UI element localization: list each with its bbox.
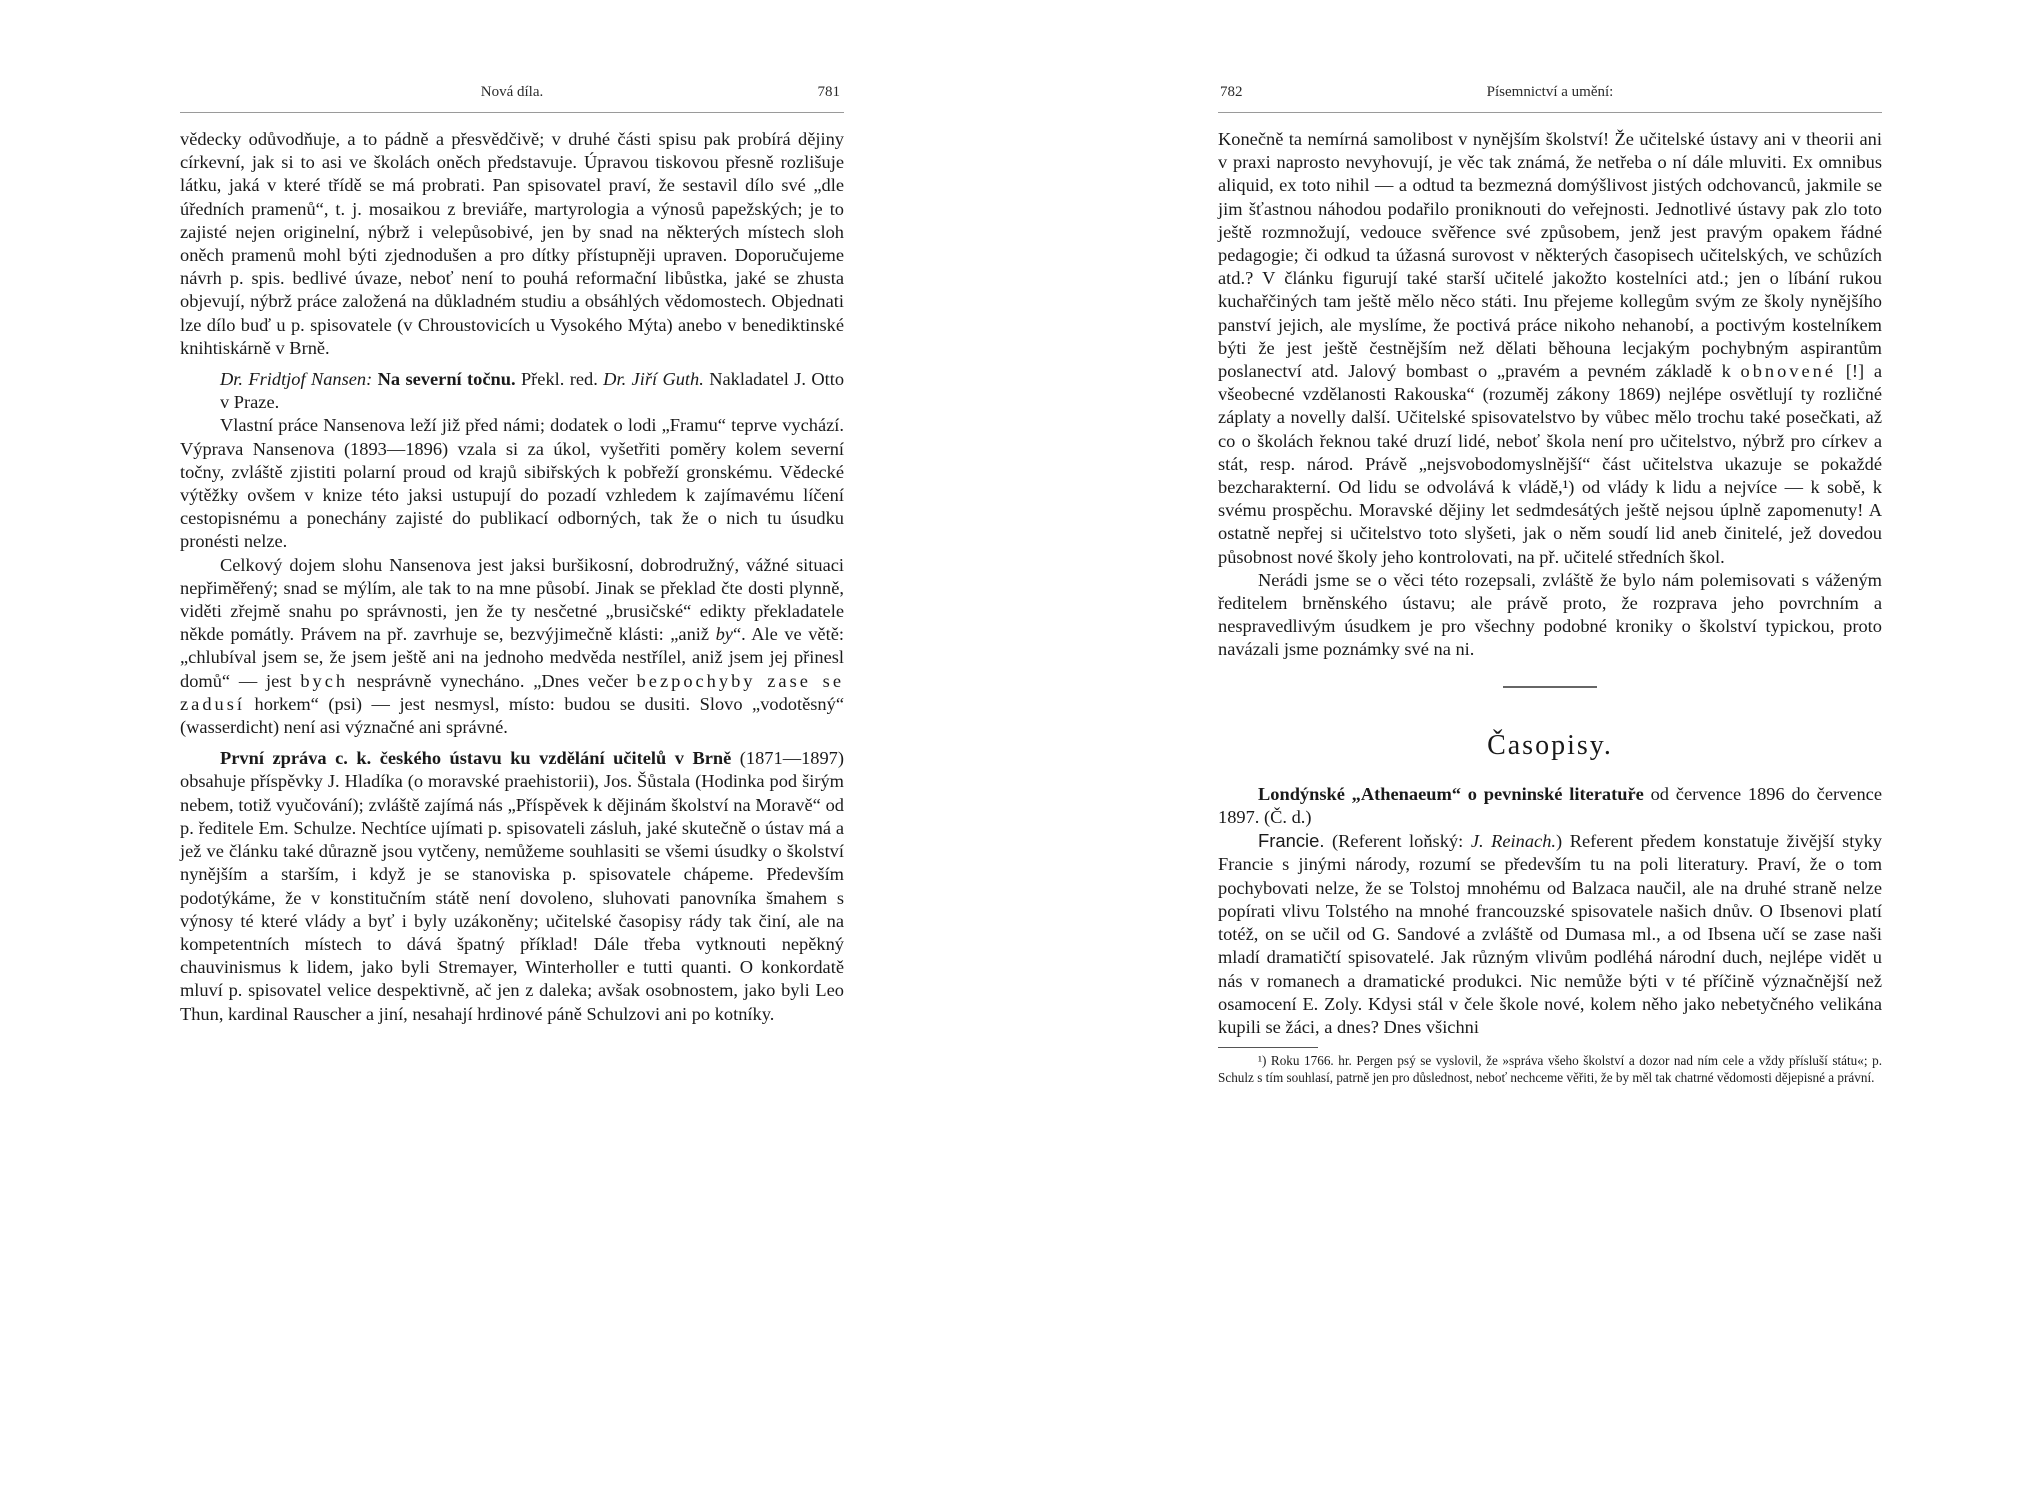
magazine-period: od července 1896 do července 1897. (Č. d.) xyxy=(1218,783,1882,828)
spaced-word: obnovené xyxy=(1740,361,1837,382)
text-run: horkem“ (psi) — jest nesmysl, místo: budou se dusiti. Slovo „vodotěsný“ (wasserdicht) není asi význačné ani správné. xyxy=(180,693,844,738)
translator-label: Překl. red. xyxy=(520,369,598,390)
country-heading: Francie. xyxy=(1258,830,1325,852)
header-title-left: Nová díla. xyxy=(480,84,544,100)
text-run: [!] a všeobecné vzdělanosti Rakouska“ (rozuměj zákony 1869) nejlépe osvětlují ty rozličné záplaty a novelly další. Učitelské spisovatelstvo by vůbec mělo trochu také posečkati, až co o školách řeknou také druzí lidé, neboť škola není pro učitelstvo, nýbrž pro církev a stát, resp. národ. Právě „nejsvobodomyslnější“ část učitelstva ukazuje se pokaždé bezcharakterní. Od lidu se odvolává k vládě,¹) od vlády k lidu a nejvíce — k sobě, k svému prospěchu. Moravské dějiny let sedmdesátých ještě nejsou úplně zapomenuty! A ostatně nepřej si učitelstvo toto slyšeti, jak o něm soudí lid aneb činitelé, jež dovedou působnost nové školy jeho kontrolovati, na př. učitelé středních škol. xyxy=(1218,361,1882,567)
text-run: ) xyxy=(1556,831,1563,852)
header-rule-right xyxy=(1218,112,1882,113)
text-run: “. Ale ve větě: „chlubíval jsem se, že jsem ještě ani na jednoho medvěda nestřílel, aniž jsem jej přinesl domů“ — jest xyxy=(180,624,844,691)
header-rule-left xyxy=(180,112,844,113)
header-title-right: Písemnictví a umění: xyxy=(1486,84,1614,100)
report-title: První zpráva c. k. českého ústavu ku vzdělání učitelů v Brně xyxy=(220,748,732,769)
right-body xyxy=(1218,128,1882,1086)
paragraph xyxy=(1218,829,1882,1039)
paragraph: vědecky odůvodňuje, a to pádně a přesvědčivě; v druhé části spisu pak probírá dějiny církevní, jak si to asi ve školách oněch představuje. Úpravou tiskovou přesně rozlišuje látku, jaká v které třídě se má probrati. Pan spisovatel praví, že sestavil dílo své „dle úředních pramenů“, t. j. mosaikou z breviáře, martyrologia a výnosů papežských; je to zajisté nejen originelní, nýbrž i velepůsobivé, jen by snad na některých místech sloh oněch pramenů mohl býti zjednodušen a pro dítky přístupněji upraven. Doporučujeme návrh p. spis. bedlivé úvaze, neboť není to pouhá reformační libůstka, jaké se zhusta objevují, nýbrž práce založená na důkladném studiu a obsáhlých vědomostech. Objednati lze dílo buď u p. spisovatele (v Chroustovicích u Vysokého Mýta) anebo v benediktinské knihtiskárně v Brně. xyxy=(180,129,844,358)
author-prefix: Dr. xyxy=(220,369,243,390)
report-entry xyxy=(180,747,844,1025)
text-run: Konečně ta nemírná samolibost v nynějším školství! Že učitelské ústavy ani v theorii ani v praxi naprosto nevyhovují, je věc tak známá, že netřeba o ní dále mluviti. Ex omnibus aliquid, ex toto nihil — a odtud ta bezmezná domýšlivost jistých odchovanců, jakmile se jim šťastnou náhodou podařilo proniknouti do veřejnosti. Jednotlivé ústavy pak zlo toto ještě rozmnožují, vedouce svěřence své způsobem, jenž jest pravým opakem řádné pedagogie; či odkud ta úžasná surovost v některých časopisech učitelských, ve schůzích atd.? V článku figurují také starší učitelé jakožto kostelníci atd.; jen o líbání rukou kuchařčiných tam ještě mělo něco státi. Inu přejeme kollegům svým ze školy nynějšího panství jejich, ale myslíme, že poctivá práce nikoho nehanobí, a poctivým kostelníkem býti že jest ještě čestnějším než dělati běhouna lecjakým pochybným aspirantům poslanectví atd. Jalový bombast o „pravém a pevném základě k xyxy=(1218,129,1882,382)
paragraph: Nerádi jsme se o věci této rozepsali, zvláště že bylo nám polemisovati s váženým ředitelem brněnského ústavu; ale právě proto, že rozprava jeho povrchním a nespravedlivým úsudkem je pro všechny podobné kroniky o školství typickou, proto navázali jsme poznámky své na ni. xyxy=(1218,569,1882,660)
section-title: Časopisy. xyxy=(1487,729,1613,761)
text-run: Celkový dojem slohu Nansenova jest jaksi buršikosní, dobrodružný, vážné situaci nepřiměřený; snad se mýlím, ale tak to na mne působí. Jinak se překlad čte dosti plynně, viděti zřejmě snahu po správnosti, jen že ty nesčetné „brusičské“ edikty překladatele někde pomátly. Právem na př. zavrhuje se, bezvýjimečně klásti: „aniž xyxy=(180,554,844,645)
book-title: Na severní točnu. xyxy=(377,369,516,390)
publisher: Nakladatel J. Otto v Praze. xyxy=(220,369,845,413)
left-body xyxy=(180,128,844,1026)
paragraph xyxy=(180,554,844,740)
magazine-entry xyxy=(1218,783,1882,829)
running-head-right xyxy=(1218,84,1882,108)
translator-prefix: Dr. xyxy=(603,369,627,390)
magazine-title: Londýnské „Athenaeum“ o pevninské literatuře xyxy=(1258,783,1644,804)
footnote-rule xyxy=(1218,1047,1318,1048)
spaced-phrase: bezpochyby zase se zadusí xyxy=(180,670,844,714)
running-head-left xyxy=(180,84,844,108)
author-name: Fridtjof Nansen: xyxy=(248,369,373,390)
text-run: (Referent loňský: xyxy=(1332,831,1464,852)
referent-name: J. Reinach. xyxy=(1470,831,1557,852)
italic-word: by xyxy=(715,624,733,645)
book-entry-nansen xyxy=(180,368,844,414)
spaced-word: bych xyxy=(300,670,349,691)
translator-name: Jiří Guth. xyxy=(631,369,704,390)
page-number-right: 782 xyxy=(1220,84,1243,100)
text-run: nesprávně vynecháno. „Dnes večer xyxy=(356,670,628,691)
paragraph: Vlastní práce Nansenova leží již před námi; dodatek o lodi „Framu“ teprve vychází. Výprava Nansenova (1893—1896) vzala si za úkol, vyšetřiti poměry kolem severní točny, zvláště zjistiti polarní proud od krajů sibiřských k pobřeží gronskému. Vědecké výtěžky ovšem v knize této jaksi ustupují do pozadí vzhledem k zajímavému líčení cestopisnému a ponechány zajisté do publikací odborných, tak že o nich tu úsudku pronésti nelze. xyxy=(180,415,844,552)
section-divider xyxy=(1503,686,1597,688)
footnote: ¹) Roku 1766. hr. Pergen psý se vyslovil, že »správa všeho školství a dozor nad ním cele a vždy přísluší státu«; p. Schulz s tím souhlasí, patrně jen pro důslednost, neboť nechceme věřiti, že by měl tak chatrné vědomosti dějepisné a právní. xyxy=(1218,1053,1882,1086)
paragraph xyxy=(1218,128,1882,569)
text-run: Referent předem konstatuje živější styky Francie s jinými národy, rozumí se především tu na poli literatury. Praví, že o tom pochybovati nelze, že se Tolstoj mnohému od Balzaca naučil, ale na druhé straně nelze popírati vlivu Tolstého na mnohé francouzské spisovatele našich dnův. O Ibsenovi platí totéž, on se učil od G. Sandové a zvláště od Dumasa ml., a od Ibsena učí se zase naši mladí dramatičtí spisovatelé. Jak různým vlivům podléhá národní duch, nejlépe vidět u nás v romanech a dramatické produkci. Nic nemůže býti v té příčině význačnější než osamocení E. Zoly. Kdysi stál v čele škole nové, kolem něho jako nebetyčného velikána kupili se žáci, a dnes? Dnes všichni xyxy=(1218,831,1882,1037)
page-number-left: 781 xyxy=(817,84,840,100)
report-text: (1871—1897) obsahuje příspěvky J. Hladíka (o moravské praehistorii), Jos. Šůstala (Hodinka pod širým nebem, totiž vyučování); zvláště zajímá nás „Příspěvek k dějinám školství na Moravě“ od p. ředitele Em. Schulze. Nechtíce ujímati p. spisovateli zásluh, jaké skutečně o ústav má a jež ve článku také důrazně jsou vytčeny, nemůžeme souhlasiti se všemi úsudky o školství nynějším a starším, i když je se stanoviska p. spisovatele chápeme. Především podotýkáme, že v konstitučním státě není dovoleno, sluhovati panovníka šmahem s výnosy té které vlády a byť i byly uzákoněny; učitelské časopisy rády tak činí, ale na kompetentních místech to dává špatný příklad! Dále třeba vytknouti nepěkný chauvinismus k lidem, jako byli Stremayer, Winterholler e tutti quanti. O konkordatě mluví p. spisovatel velice despektivně, ač jen z daleka; avšak osobnostem, jako byli Leo Thun, kardinal Rauscher a jiní, nesahají hrdinové páně Schulzovi ani po kotníky. xyxy=(180,748,844,1024)
